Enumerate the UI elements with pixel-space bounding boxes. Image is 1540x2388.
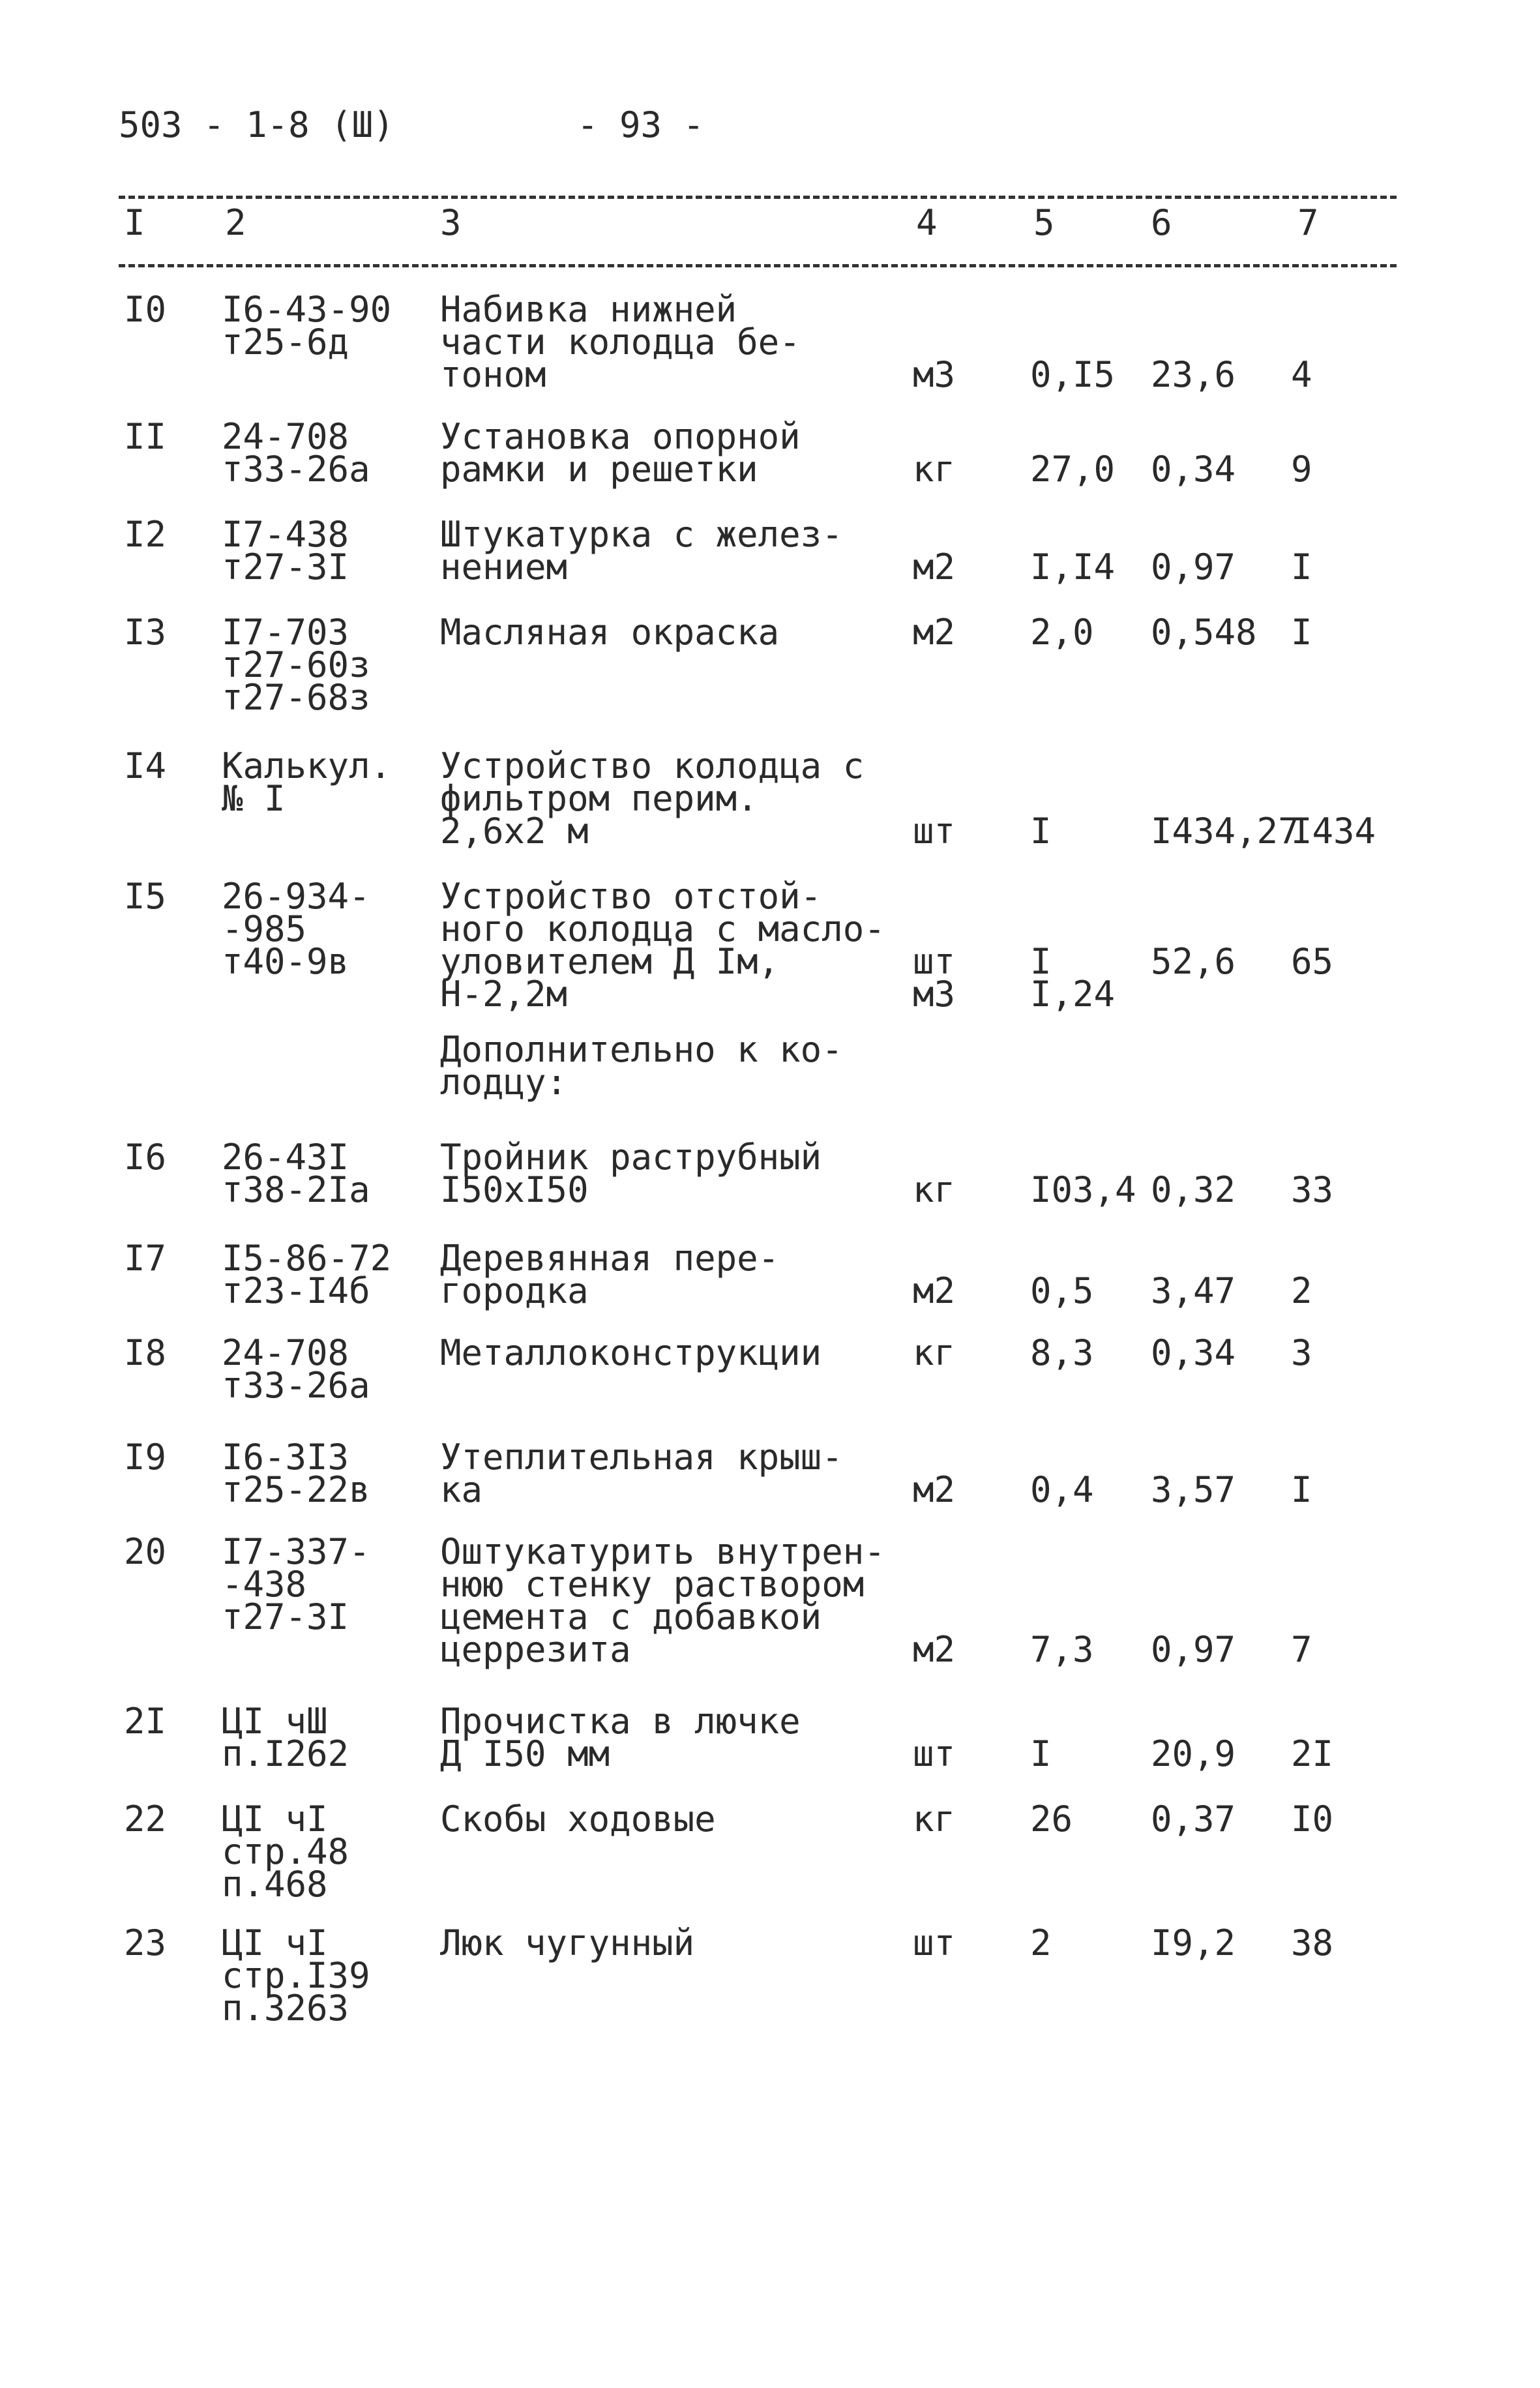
total-cell: 3 [1291,1332,1312,1373]
unit-cell: кг [913,1169,956,1210]
unit-price-cell: 3,47 [1151,1270,1236,1311]
unit-price-cell: I434,27 [1151,811,1299,852]
total-cell: 2 [1291,1270,1312,1311]
total-cell: I [1291,1469,1312,1510]
quantity-cell: 27,0 [1030,449,1116,490]
reference-code-cell: 24-708 т33-26а [222,1332,370,1406]
quantity-cell: I,I4 [1030,546,1116,588]
quantity-cell: 2 [1030,1922,1052,1963]
row-number-cell: I4 [124,745,167,786]
unit-price-cell: 0,34 [1151,1332,1236,1373]
quantity-cell: 0,I5 [1030,354,1116,395]
quantity-cell: 26 [1030,1798,1073,1840]
reference-code-cell: ЦI чШ п.I262 [222,1701,349,1774]
unit-cell: м2 [913,1270,956,1311]
unit-price-cell: 0,37 [1151,1798,1236,1840]
unit-cell: м2 [913,612,956,653]
work-description-cell: Прочистка в лючке Д I50 мм [440,1701,801,1774]
column-header-4: 4 [916,202,938,243]
quantity-cell: 2,0 [1030,612,1094,653]
unit-cell: кг [913,449,956,490]
reference-code-cell: I6-3I3 т25-22в [222,1437,370,1510]
unit-price-cell: 0,97 [1151,1629,1236,1670]
row-number-cell: 2I [124,1701,167,1742]
reference-code-cell: 26-43I т38-2Iа [222,1137,370,1210]
total-cell: I [1291,546,1312,588]
work-description-cell: Набивка нижней части колодца бе- тоном [440,289,801,395]
reference-code-cell: I7-438 т27-3I [222,514,349,588]
row-number-cell: I6 [124,1137,167,1178]
total-cell: 4 [1291,354,1312,395]
unit-price-cell: 0,34 [1151,449,1236,490]
total-cell: 2I [1291,1733,1334,1774]
unit-price-cell: 0,97 [1151,546,1236,588]
unit-price-cell: 0,548 [1151,612,1257,653]
quantity-cell: I [1030,811,1052,852]
reference-code-cell: Калькул. № I [222,745,392,819]
total-cell: I [1291,612,1312,653]
work-description-cell: Штукатурка с желез- нением [440,514,843,588]
work-description-cell: Устройство колодца с фильтром перим. 2,6х2 м [440,745,865,852]
row-number-cell: 23 [124,1922,167,1963]
quantity-cell: I I,24 [1030,941,1116,1015]
unit-cell: шт [913,811,956,852]
reference-code-cell: 26-934- -985 т40-9в [222,876,370,982]
unit-cell: шт м3 [913,941,956,1015]
reference-code-cell: I6-43-90 т25-6д [222,289,392,363]
row-number-cell: II [124,416,167,457]
unit-price-cell: 52,6 [1151,941,1236,982]
row-number-cell: I2 [124,514,167,555]
row-number-cell: I0 [124,289,167,330]
quantity-cell: I03,4 [1030,1169,1136,1210]
row-number-cell: I8 [124,1332,167,1373]
work-description-cell: Утеплительная крыш- ка [440,1437,843,1510]
work-description-cell: Деревянная пере- городка [440,1238,780,1311]
total-cell: 33 [1291,1169,1334,1210]
row-number-cell: 20 [124,1531,167,1572]
total-cell: 7 [1291,1629,1312,1670]
reference-code-cell: 24-708 т33-26а [222,416,370,490]
row-number-cell: 22 [124,1798,167,1840]
column-header-7: 7 [1297,202,1319,243]
reference-code-cell: ЦI чI стр.I39 п.3263 [222,1922,370,2029]
column-header-1: I [124,202,145,243]
column-header-2: 2 [225,202,246,243]
quantity-cell: 0,5 [1030,1270,1094,1311]
reference-code-cell: I5-86-72 т23-I4б [222,1238,392,1311]
unit-price-cell: 23,6 [1151,354,1236,395]
unit-price-cell: 0,32 [1151,1169,1236,1210]
row-number-cell: I3 [124,612,167,653]
table-top-rule [119,196,1397,199]
unit-cell: м3 [913,354,956,395]
unit-cell: шт [913,1733,956,1774]
work-description-cell: Установка опорной рамки и решетки [440,416,801,490]
reference-code-cell: ЦI чI стр.48 п.468 [222,1798,349,1905]
additional-note: Дополнительно к ко- лодцу: [440,1029,843,1103]
column-header-3: 3 [440,202,462,243]
quantity-cell: I [1030,1733,1052,1774]
page-number: - 93 - [577,104,705,145]
unit-cell: кг [913,1332,956,1373]
table-header-rule [119,264,1397,267]
total-cell: 65 [1291,941,1334,982]
work-description-cell: Тройник раструбный I50хI50 [440,1137,822,1210]
column-header-5: 5 [1033,202,1055,243]
unit-cell: м2 [913,1629,956,1670]
work-description-cell: Люк чугунный [440,1922,695,1963]
work-description-cell: Устройство отстой- ного колодца с масло- уловителем Д Iм, Н-2,2м [440,876,885,1015]
work-description-cell: Металлоконструкции [440,1332,822,1373]
document-code: 503 - 1-8 (Ш) [119,104,394,145]
total-cell: I0 [1291,1798,1334,1840]
unit-price-cell: 3,57 [1151,1469,1236,1510]
unit-cell: шт [913,1922,956,1963]
row-number-cell: I9 [124,1437,167,1478]
unit-cell: м2 [913,546,956,588]
unit-price-cell: 20,9 [1151,1733,1236,1774]
unit-price-cell: I9,2 [1151,1922,1236,1963]
quantity-cell: 8,3 [1030,1332,1094,1373]
reference-code-cell: I7-703 т27-60з т27-68з [222,612,370,718]
quantity-cell: 7,3 [1030,1629,1094,1670]
work-description-cell: Оштукатурить внутрен- нюю стенку раствором цемента с добавкой церрезита [440,1531,885,1670]
column-header-6: 6 [1151,202,1172,243]
work-description-cell: Масляная окраска [440,612,780,653]
row-number-cell: I7 [124,1238,167,1279]
unit-cell: кг [913,1798,956,1840]
work-description-cell: Скобы ходовые [440,1798,716,1840]
unit-cell: м2 [913,1469,956,1510]
total-cell: 38 [1291,1922,1334,1963]
total-cell: 9 [1291,449,1312,490]
reference-code-cell: I7-337- -438 т27-3I [222,1531,370,1637]
total-cell: I434 [1291,811,1376,852]
row-number-cell: I5 [124,876,167,917]
quantity-cell: 0,4 [1030,1469,1094,1510]
